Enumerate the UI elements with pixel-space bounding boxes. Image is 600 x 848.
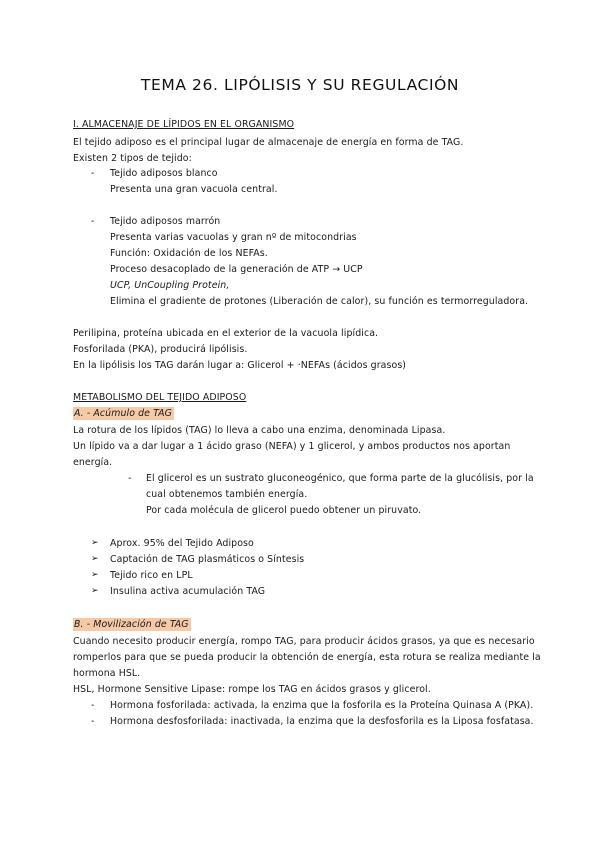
list-item-text: El glicerol es un sustrato gluconeogénico, que forma parte de la glucólisis, por la (146, 473, 534, 484)
section-heading-metabolismo: METABOLISMO DEL TEJIDO ADIPOSO (73, 392, 247, 403)
section-heading-almacenaje: I. ALMACENAJE DE LÍPIDOS EN EL ORGANISMO (73, 119, 295, 130)
bullet-dash: - (91, 716, 95, 727)
paragraph: Perilipina, proteína ubicada en el exterior de la vacuola lipídica. (73, 328, 379, 339)
subheading-movilizacion (73, 619, 191, 631)
paragraph: La rotura de los lípidos (TAG) lo lleva a cabo una enzima, denominada Lipasa. (73, 425, 446, 436)
list-item-text: Proceso desacoplado de la generación de ATP → UCP (110, 264, 363, 275)
subheading-acumulo (73, 408, 174, 420)
bullet-dash: - (91, 216, 95, 227)
paragraph: Un lípido va a dar lugar a 1 ácido graso (NEFA) y 1 glicerol, y ambos productos nos aportan (73, 441, 511, 452)
list-item-text: Presenta varias vacuolas y gran nº de mitocondrias (110, 232, 357, 243)
paragraph: Fosforilada (PKA), producirá lipólisis. (73, 344, 248, 355)
bullet-dash: - (128, 473, 132, 484)
arrow-list-item: Aprox. 95% del Tejido Adiposo (110, 538, 254, 549)
arrow-list-item: Captación de TAG plasmáticos o Síntesis (110, 554, 305, 565)
paragraph: El tejido adiposo es el principal lugar de almacenaje de energía en forma de TAG. (73, 137, 464, 148)
paragraph: Existen 2 tipos de tejido: (73, 153, 192, 164)
highlighted-heading: A. - Acúmulo de TAG (74, 408, 172, 419)
arrow-bullet-icon: ➢ (91, 538, 99, 548)
list-item-text: Hormona desfosforilada: inactivada, la enzima que la desfosforila es la Liposa fosfatasa. (110, 716, 534, 727)
list-item-text: Presenta una gran vacuola central. (110, 184, 278, 195)
arrow-bullet-icon: ➢ (91, 554, 99, 564)
list-item-label: Tejido adiposos blanco (110, 168, 218, 179)
paragraph: energía. (73, 457, 113, 468)
list-item-text: Por cada molécula de glicerol puedo obtener un piruvato. (146, 505, 422, 516)
list-item-text: cual obtenemos también energía. (146, 489, 308, 500)
bullet-dash: - (91, 700, 95, 711)
paragraph: HSL, Hormone Sensitive Lipase: rompe los TAG en ácidos grasos y glicerol. (73, 684, 431, 695)
paragraph: En la lipólisis los TAG darán lugar a: Glicerol + ·NEFAs (ácidos grasos) (73, 360, 407, 371)
bullet-dash: - (91, 168, 95, 179)
list-item-text: Hormona fosforilada: activada, la enzima que la fosforila es la Proteína Quinasa A (PKA). (110, 700, 534, 711)
list-item-text: Función: Oxidación de los NEFAs. (110, 248, 268, 259)
paragraph: hormona HSL. (73, 668, 141, 679)
arrow-bullet-icon: ➢ (91, 586, 99, 596)
list-item-text: UCP, UnCoupling Protein, (110, 280, 230, 291)
paragraph: Cuando necesito producir energía, rompo TAG, para producir ácidos grasos, ya que es necesario (73, 636, 535, 647)
arrow-list-item: Tejido rico en LPL (110, 570, 193, 581)
list-item-text: Elimina el gradiente de protones (Liberación de calor), su función es termorreguladora. (110, 296, 529, 307)
paragraph: romperlos para que se pueda producir la obtención de energía, esta rotura se realiza mediante la (73, 652, 541, 663)
highlighted-heading: B. - Movilización de TAG (74, 619, 189, 630)
arrow-bullet-icon: ➢ (91, 570, 99, 580)
list-item-label: Tejido adiposos marrón (110, 216, 221, 227)
arrow-list-item: Insulina activa acumulación TAG (110, 586, 266, 597)
page-title: TEMA 26. LIPÓLISIS Y SU REGULACIÓN (140, 76, 460, 94)
